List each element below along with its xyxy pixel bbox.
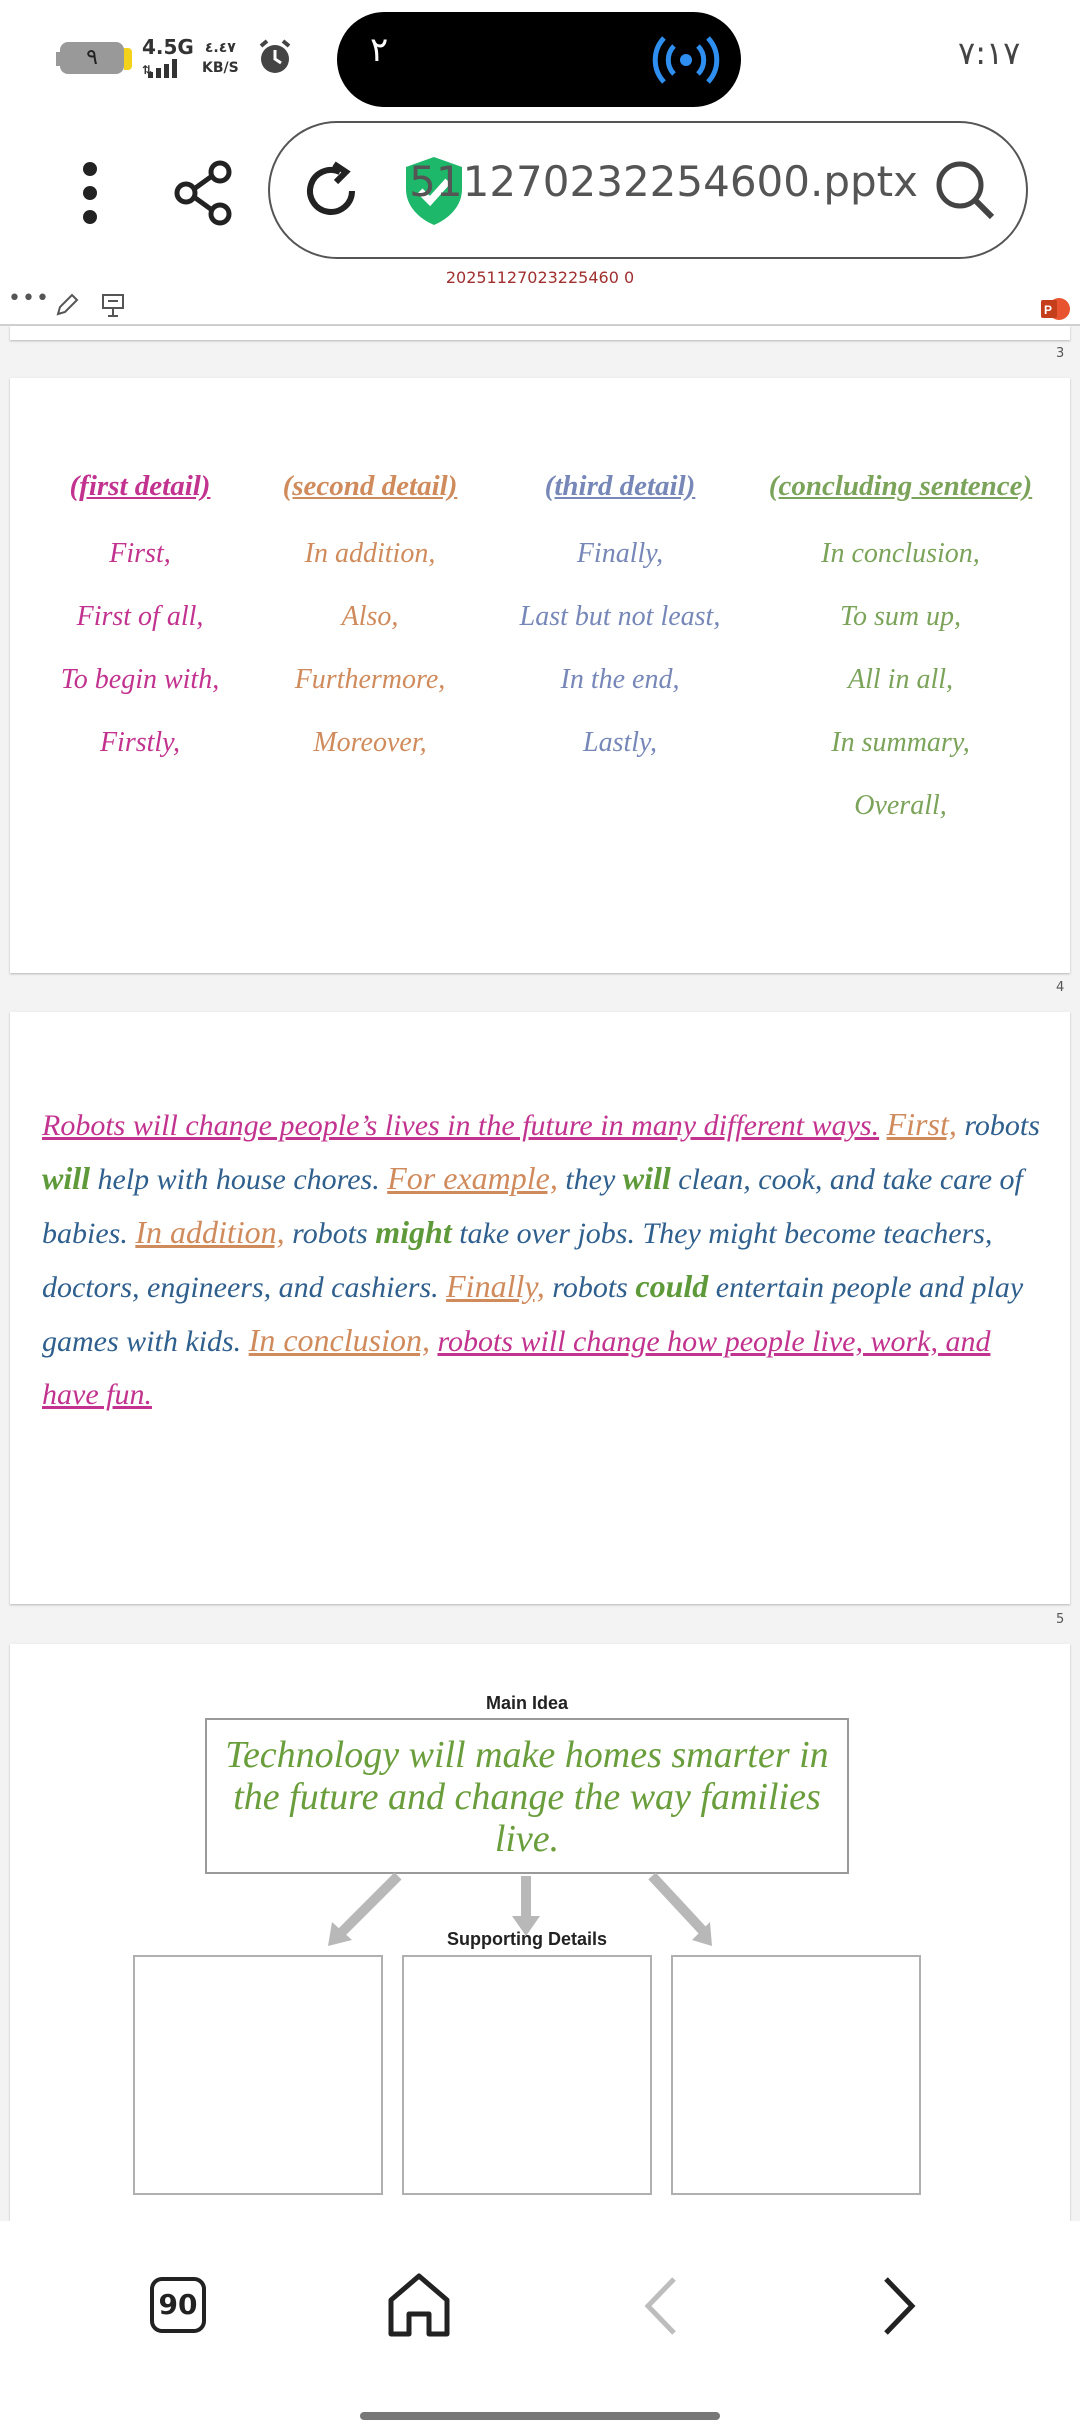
paragraph-text: robots: [292, 1217, 368, 1250]
more-options-icon[interactable]: •••: [8, 286, 50, 311]
transition-word: Moreover,: [313, 727, 427, 758]
sample-paragraph: [42, 1098, 1042, 1421]
transition-column-concluding: [748, 470, 1053, 870]
alarm-icon: [256, 38, 294, 76]
paragraph-text: take over jobs. They might become teachers, doctors, engineers, and cashiers.: [42, 1217, 993, 1304]
transition-column-second: [255, 470, 485, 810]
column-heading: (second detail): [282, 470, 458, 502]
transition-word: Last but not least,: [519, 601, 721, 632]
transition-word: First of all,: [76, 601, 204, 632]
url-value: 511270232254600.pptx: [409, 157, 918, 206]
slide-number: 3: [1056, 346, 1065, 361]
paragraph-text: robots: [552, 1271, 628, 1304]
transition-word: Lastly,: [583, 727, 657, 758]
transition-word: To sum up,: [839, 601, 962, 632]
transition-word: In conclusion,: [821, 538, 980, 569]
modal-verb: might: [375, 1214, 452, 1250]
slide-number: 4: [1056, 980, 1065, 995]
modal-verb: will: [42, 1160, 91, 1196]
transition-word: In the end,: [560, 664, 680, 695]
column-heading: (first detail): [69, 470, 211, 502]
forward-arrow-icon[interactable]: [880, 2275, 920, 2337]
edit-pencil-icon[interactable]: [54, 292, 80, 318]
paragraph-text: robots: [964, 1109, 1040, 1142]
transition-conclusion: In conclusion,: [248, 1322, 430, 1358]
network-speed: [202, 38, 239, 78]
modal-verb: will: [622, 1160, 671, 1196]
transition-word: Overall,: [854, 790, 947, 821]
svg-text:P: P: [1044, 303, 1053, 317]
island-count: ٢: [370, 30, 389, 70]
transition-word: Furthermore,: [294, 664, 446, 695]
present-icon[interactable]: [100, 292, 126, 318]
transition-word: In summary,: [831, 727, 970, 758]
transition-word: Also,: [341, 601, 399, 632]
transition-first: First,: [886, 1106, 957, 1142]
detail-box-2: [402, 1955, 652, 2195]
battery-indicator: ٩: [60, 42, 124, 74]
transition-word: First,: [109, 538, 171, 569]
main-idea-label: Main Idea: [485, 1693, 569, 1713]
detail-box-3: [671, 1955, 921, 2195]
gesture-bar[interactable]: [360, 2412, 720, 2420]
transition-column-third: [480, 470, 760, 810]
supporting-details-label: Supporting Details: [446, 1929, 607, 1949]
document-title: 20251127023225460 0: [445, 268, 635, 287]
concluding-sentence: robots will change how people live, work, and have fun.: [42, 1325, 991, 1411]
powerpoint-logo-icon: [1040, 296, 1070, 322]
modal-verb: could: [635, 1268, 709, 1304]
network-indicator: [142, 36, 194, 82]
paragraph-text: clean, cook, and take care of babies.: [42, 1163, 1023, 1250]
slide-2-bottom: [10, 326, 1070, 340]
paragraph-text: entertain people and play games with kids.: [42, 1271, 1024, 1358]
search-icon[interactable]: [934, 159, 996, 221]
url-text[interactable]: [409, 157, 918, 217]
transition-word: In addition,: [304, 538, 436, 569]
reload-icon[interactable]: [300, 160, 362, 222]
svg-text:⇅: ⇅: [142, 63, 153, 77]
slide-number: 5: [1056, 1612, 1065, 1627]
battery-level: [124, 48, 132, 70]
home-icon[interactable]: [385, 2270, 453, 2340]
transition-word: Finally,: [576, 538, 664, 569]
broadcast-icon: [650, 32, 722, 88]
share-icon[interactable]: [172, 160, 236, 226]
detail-box-1: [133, 1955, 383, 2195]
transition-addition: In addition,: [135, 1214, 285, 1250]
transition-example: For example,: [387, 1160, 558, 1196]
menu-icon[interactable]: [78, 160, 102, 226]
column-heading: (third detail): [544, 470, 696, 502]
transition-word: Firstly,: [99, 727, 181, 758]
topic-sentence: Robots will change people’s lives in the future in many different ways.: [42, 1109, 880, 1142]
back-arrow-icon[interactable]: [640, 2275, 680, 2337]
signal-icon: [142, 58, 190, 78]
paragraph-text: help with house chores.: [97, 1163, 380, 1196]
main-idea-box: Technology will make homes smarter in the future and change the way families live.: [205, 1718, 849, 1874]
transition-word: To begin with,: [60, 664, 220, 695]
tabs-button[interactable]: 90: [150, 2277, 206, 2333]
speed-value: ٤.٤٧: [204, 40, 236, 56]
paragraph-text: they: [565, 1163, 616, 1196]
transition-finally: Finally,: [446, 1268, 545, 1304]
network-type: 4.5G: [142, 35, 194, 59]
clock: ٧:١٧: [958, 34, 1021, 72]
column-heading: (concluding sentence): [768, 470, 1033, 502]
speed-unit: KB/S: [202, 60, 239, 76]
transition-word: All in all,: [848, 664, 953, 695]
transition-column-first: [30, 470, 250, 810]
